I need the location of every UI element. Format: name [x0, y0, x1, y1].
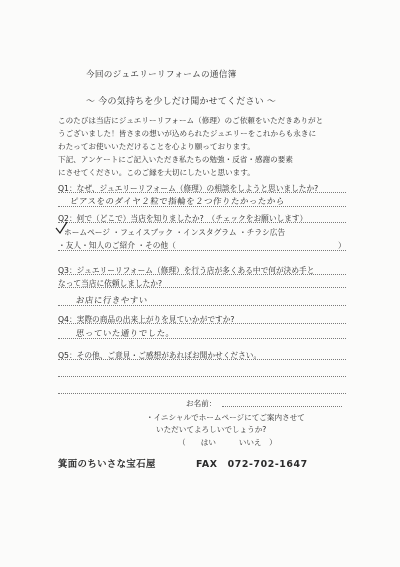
intro-line: 下記、アンケートにご記入いただき私たちの勉強・反省・感謝の要素: [58, 155, 293, 164]
fax-number: FAX 072-702-1647: [196, 459, 308, 470]
source-options-row-1: ホームページ ・フェイスブック ・インスタグラム ・チラシ広告: [64, 228, 286, 237]
question-underline: [58, 359, 346, 360]
answer-line: [58, 250, 346, 251]
form-title: 今回のジュエリーリフォームの通信簿: [86, 70, 237, 80]
initial-consent-line-2: いただいてよろしいでしょうか?: [156, 425, 267, 434]
answer-line: [58, 305, 346, 306]
intro-line: このたびは当店にジュエリーリフォーム（修理）のご依頼をいただきありがと: [58, 116, 324, 125]
question-underline: [58, 274, 346, 275]
question-underline: [58, 287, 346, 288]
question-1: Q1：なぜ、ジュエリーリフォーム（修理）の相談をしようと思いましたか?: [58, 184, 319, 193]
question-4: Q4：実際の商品の出来上がりを見ていかがですか?: [58, 315, 235, 324]
answer-3-handwriting: お店に行きやすい: [75, 295, 149, 305]
question-underline: [58, 222, 346, 223]
answer-line: [58, 338, 346, 339]
answer-1-handwriting: ピアスをのダイヤ２粒で指輪を２つ作りたかったから: [69, 196, 286, 206]
intro-line: にさせてください。このご縁を大切にしたいと思います。: [58, 168, 255, 177]
answer-4-handwriting: 思っていた通りでした。: [75, 328, 176, 338]
shop-name: 箕面のちいさな宝石屋: [58, 459, 156, 470]
intro-line: わたってお使いいただけることを心より願っております。: [58, 142, 255, 151]
other-close-paren: ）: [338, 241, 346, 250]
name-label: お名前：: [186, 399, 217, 408]
answer-line: [58, 206, 346, 207]
question-3-cont: なって当店に依頼しましたか?: [58, 279, 163, 288]
consent-choice: （ はい いいえ ）: [178, 438, 277, 447]
question-5: Q5：その他、ご意見・ご感想があればお聞かせください。: [58, 351, 262, 360]
source-options-row-2: ・友人・知人のご紹介 ・その他（: [58, 241, 176, 250]
name-field-line: [222, 406, 342, 407]
question-2: Q2：何で（どこで）当店を知りましたか? （チェックをお願いします）: [58, 214, 308, 223]
question-underline: [58, 192, 346, 193]
initial-consent-line-1: ・イニシャルでホームページにてご案内させて: [146, 413, 305, 422]
question-underline: [58, 323, 346, 324]
form-subtitle: ～ 今の気持ちを少しだけ聞かせてください ～: [86, 97, 277, 107]
question-3: Q3：ジュエリーリフォーム（修理）を行う店が多くある中で何が決め手と: [58, 266, 315, 275]
answer-line: [58, 393, 346, 394]
intro-line: うございました！皆さまの想いが込められたジュエリーをこれからも永きに: [58, 129, 317, 138]
answer-line: [58, 376, 346, 377]
